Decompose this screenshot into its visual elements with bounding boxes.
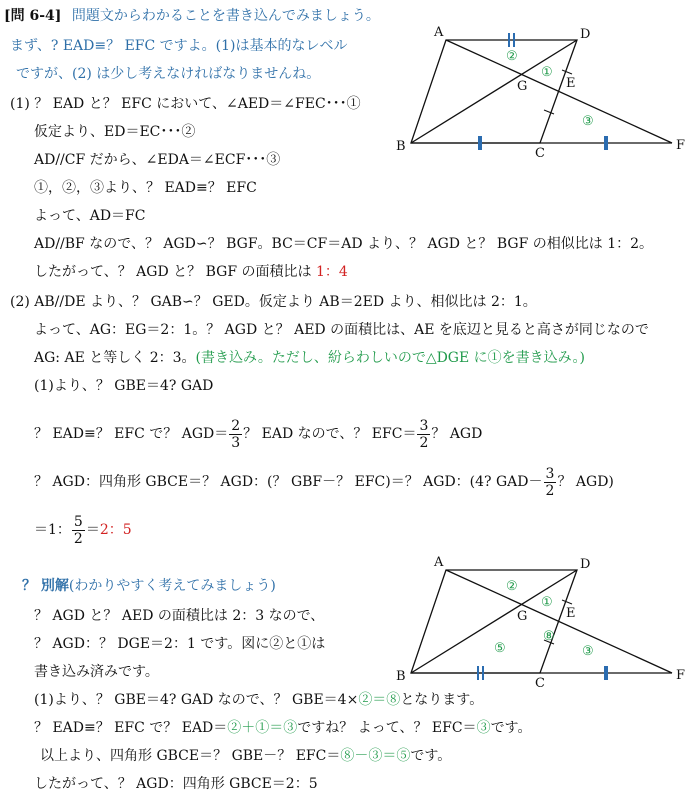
label-e-2: E [566, 606, 576, 621]
part2-ratio-text: AG: AE と等しく 2：3。 [34, 350, 196, 366]
figure-1 [390, 20, 690, 160]
part1-line-2: 仮定より、ED＝EC･･･② [34, 124, 196, 140]
fraction-two-thirds: $\frac{2}{3}$ [231, 417, 241, 451]
part2-line-1: (2) AB//DE より、？ GAB∽？ GED。仮定より AB＝2ED より、相似比は 2：1。 [10, 294, 537, 310]
part2-line-5 [34, 414, 482, 454]
alt-l6-end: です。 [410, 748, 452, 764]
alt-title-sub: (わかりやすく考えてみましょう) [68, 578, 276, 594]
figure-1-lines [411, 40, 672, 143]
part1-line-1: (1) ？ EAD と？ EFC において、∠AED＝∠FEC･･･① [10, 96, 361, 112]
alt-title [22, 576, 276, 596]
part2-line-3 [34, 348, 585, 368]
mark-2: ② [506, 49, 518, 64]
mark-1-fig2: ① [541, 595, 553, 610]
alt-title-label: ？ 別解 [22, 578, 69, 594]
alt-line-3: 書き込み済みです。 [34, 664, 159, 680]
label-f-2: F [676, 668, 686, 683]
line-af-2 [446, 570, 672, 673]
mark-3-fig2: ③ [582, 644, 594, 659]
fraction-three-halves-2: $\frac{3}{2}$ [545, 465, 555, 499]
alt-l6-marks: ⑧－③＝⑤ [340, 748, 411, 764]
part2-eq3-eq: ＝ [85, 522, 100, 538]
label-f: F [676, 138, 686, 153]
alt-l4-marks: ②＝⑧ [358, 692, 401, 708]
mark-5-fig2: ⑤ [494, 641, 506, 656]
intro-line-2: まず、? EAD≡？ EFC ですよ。(1)は基本的なレベル [10, 38, 348, 54]
line-af [446, 40, 672, 143]
part2-answer: 2：5 [99, 522, 132, 538]
alt-l5-end: です。 [490, 720, 532, 736]
part2-line-4: (1)より、？ GBE＝4? GAD [34, 378, 214, 394]
alt-l5-text: ？ EAD≡？ EFC で？ EAD＝ [34, 720, 228, 736]
mark-1: ① [541, 65, 553, 80]
label-e: E [566, 76, 576, 91]
mark-8-fig2: ⑧ [543, 629, 555, 644]
line-bd [411, 40, 577, 143]
part1-line-7 [34, 262, 348, 282]
alt-l5-mid: ですね？ よって、？ EFC＝ [297, 720, 477, 736]
label-c: C [535, 146, 545, 160]
part2-eq2-end: ？ AGD) [557, 474, 614, 490]
alt-l4-text: (1)より、？ GBE＝4? GAD なので、？ GBE＝4× [34, 692, 359, 708]
alt-line-2: ？ AGD：？ DGE＝2：1 です。図に②と①は [34, 636, 326, 652]
label-d-2: D [580, 557, 591, 572]
part1-conclusion: したがって、？ AGD と？ BGF の面積比は [34, 264, 316, 280]
figure-2 [390, 552, 690, 692]
label-g-2: G [517, 609, 528, 624]
problem-tag: [問 6-4] [4, 8, 62, 24]
alt-l4-end: となります。 [400, 692, 484, 708]
mark-2-fig2: ② [506, 579, 518, 594]
label-a: A [434, 25, 444, 40]
alt-line-4 [34, 690, 483, 710]
part1-line-3: AD//CF だから、∠EDA＝∠ECF･･･③ [34, 152, 281, 168]
part2-note: (書き込み。ただし、紛らわしいので△DGE に①を書き込み。) [195, 350, 585, 366]
alt-line-6 [40, 746, 451, 766]
label-a-2: A [434, 555, 444, 570]
part2-line-2: よって、AG：EG＝2：1。？ AGD と？ AED の面積比は、AE を底辺と見ると高さが同じなので [34, 322, 649, 338]
part2-eq1-text: ？ EAD≡？ EFC で？ AGD＝ [34, 426, 229, 442]
part1-line-4: ①，②，③より、？ EAD≡？ EFC [34, 180, 257, 196]
alt-l6-text: 以上より、四角形 GBCE＝？ GBE－？ EFC＝ [40, 748, 341, 764]
mark-3: ③ [582, 114, 594, 129]
alt-line-5 [34, 718, 531, 738]
part1-answer: 1：4 [315, 264, 348, 280]
label-c-2: C [535, 676, 545, 691]
figure-2-lines [411, 570, 672, 673]
label-b-2: B [396, 669, 406, 684]
part2-eq1-mid: ？ EAD なので、？ EFC＝ [243, 426, 417, 442]
part2-eq2-text: ？ AGD：四角形 GBCE＝？ AGD：(？ GBF－？ EFC)＝？ AGD：(4? GAD－ [34, 474, 543, 490]
alt-l5-marks: ②＋①＝③ [227, 720, 298, 736]
label-d: D [580, 27, 591, 42]
label-g: G [517, 79, 528, 94]
problem-header [4, 6, 380, 26]
part2-eq1-end: ？ AGD [431, 426, 483, 442]
part1-line-6: AD//BF なので、？ AGD∽？ BGF。BC＝CF＝AD より、？ AGD と？ BGF の相似比は 1：2。 [34, 236, 654, 252]
alt-l5-mark3: ③ [476, 720, 491, 736]
part1-line-5: よって、AD＝FC [34, 208, 146, 224]
fraction-five-halves: $\frac{5}{2}$ [73, 513, 83, 547]
alt-line-7: したがって、？ AGD：四角形 GBCE＝2：5 [34, 776, 318, 792]
part2-eq3-start: ＝1： [34, 522, 71, 538]
intro-line-1: 問題文からわかることを書き込んでみましょう。 [71, 8, 380, 24]
alt-line-1: ？ AGD と？ AED の面積比は 2：3 なので、 [34, 608, 325, 624]
label-b: B [396, 139, 406, 154]
part2-line-6 [34, 462, 614, 502]
line-bd-2 [411, 570, 577, 673]
fraction-three-halves: $\frac{3}{2}$ [419, 417, 429, 451]
part2-line-7 [34, 510, 132, 550]
intro-line-3: ですが、(2) は少し考えなければなりませんね。 [16, 66, 321, 82]
